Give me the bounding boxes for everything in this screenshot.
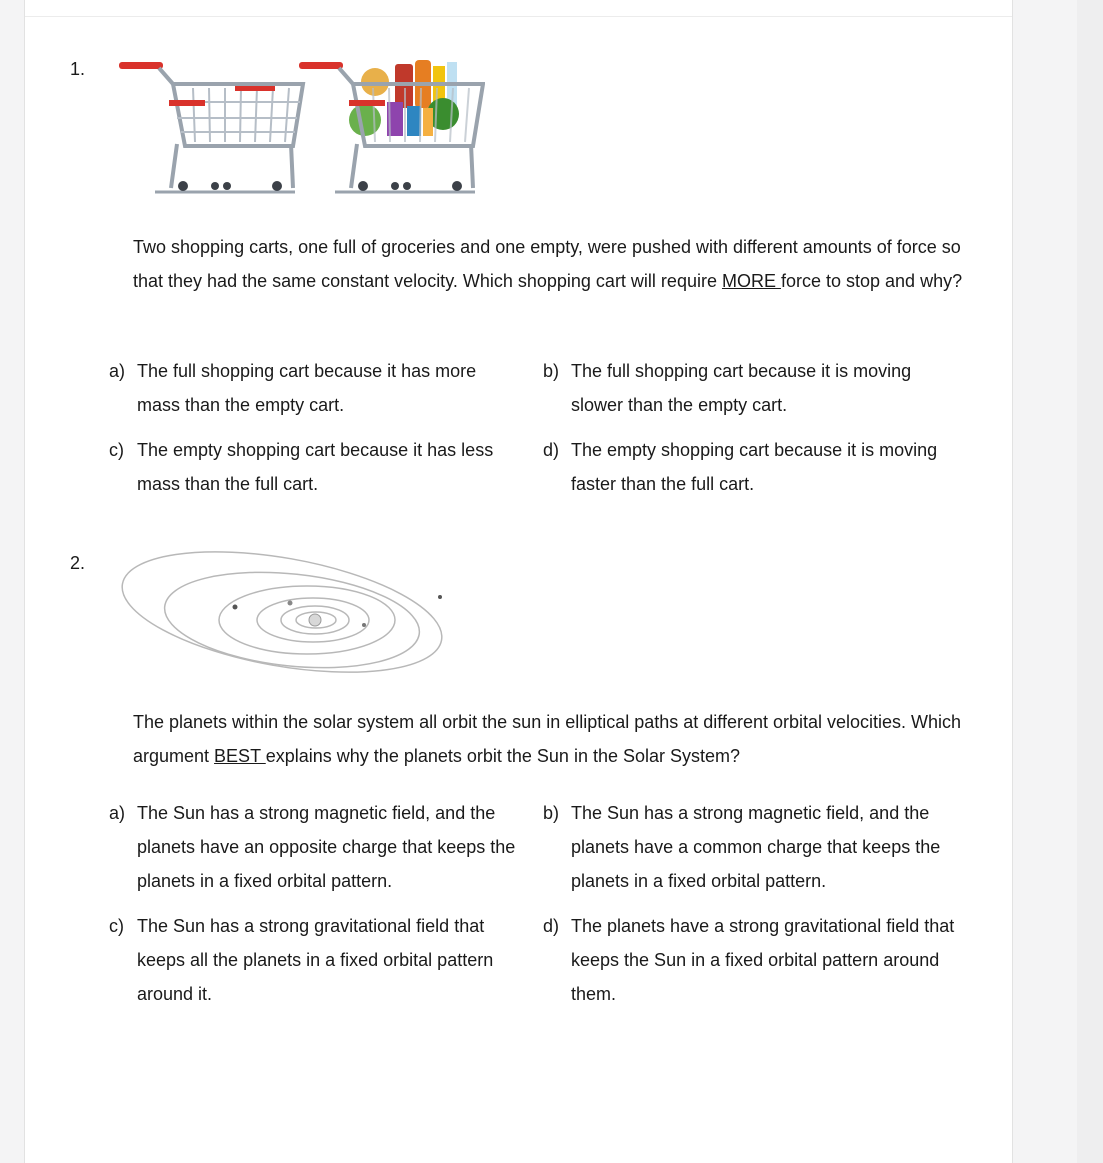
option-text: The Sun has a strong magnetic field, and the planets have an opposite charge that keeps the planets in a fixed orbital pattern.	[137, 803, 516, 891]
option-letter: c)	[109, 916, 124, 936]
option-text: The full shopping cart because it has more mass than the empty cart.	[137, 361, 477, 415]
question-1-number: 1.	[70, 59, 86, 79]
option-letter: d)	[543, 916, 560, 936]
option-letter: a)	[109, 361, 126, 381]
question-2-stem: The planets within the solar system all orbit the sun in elliptical paths at different orbital velocities. Which argument BEST explains why the planets orbit the Sun in the Solar System?	[133, 712, 962, 766]
option-text: The Sun has a strong gravitational field that keeps all the planets in a fixed orbital pattern around it.	[137, 916, 494, 1004]
question-1-stem: Two shopping carts, one full of groceries and one empty, were pushed with different amounts of force so that they had the same constant velocity. Which shopping cart will require MORE force to stop and why?	[133, 237, 963, 291]
option-text: The full shopping cart because it is moving slower than the empty cart.	[571, 361, 912, 415]
question-2-number: 2.	[70, 553, 86, 573]
option-letter: d)	[543, 440, 560, 460]
full-cart	[299, 60, 483, 192]
question-1-emphasis: MORE	[721, 271, 781, 291]
question-2-emphasis: BEST	[214, 746, 266, 766]
empty-cart	[119, 62, 303, 192]
shopping-carts-image	[115, 56, 485, 201]
solar-system-orbits-image	[117, 544, 457, 684]
option-text: The empty shopping cart because it is moving faster than the full cart.	[571, 440, 938, 494]
option-text: The planets have a strong gravitational field that keeps the Sun in a fixed orbital pattern around them.	[571, 916, 955, 1004]
option-letter: c)	[109, 440, 124, 460]
page-top-border	[25, 16, 1012, 17]
option-letter: a)	[109, 803, 126, 823]
option-text: The Sun has a strong magnetic field, and the planets have a common charge that keeps the planets in a fixed orbital pattern.	[571, 803, 941, 891]
scrollbar-track[interactable]	[1077, 0, 1103, 1163]
worksheet-page	[24, 0, 1013, 1163]
option-letter: b)	[543, 361, 560, 381]
option-text: The empty shopping cart because it has less mass than the full cart.	[137, 440, 494, 494]
option-letter: b)	[543, 803, 560, 823]
